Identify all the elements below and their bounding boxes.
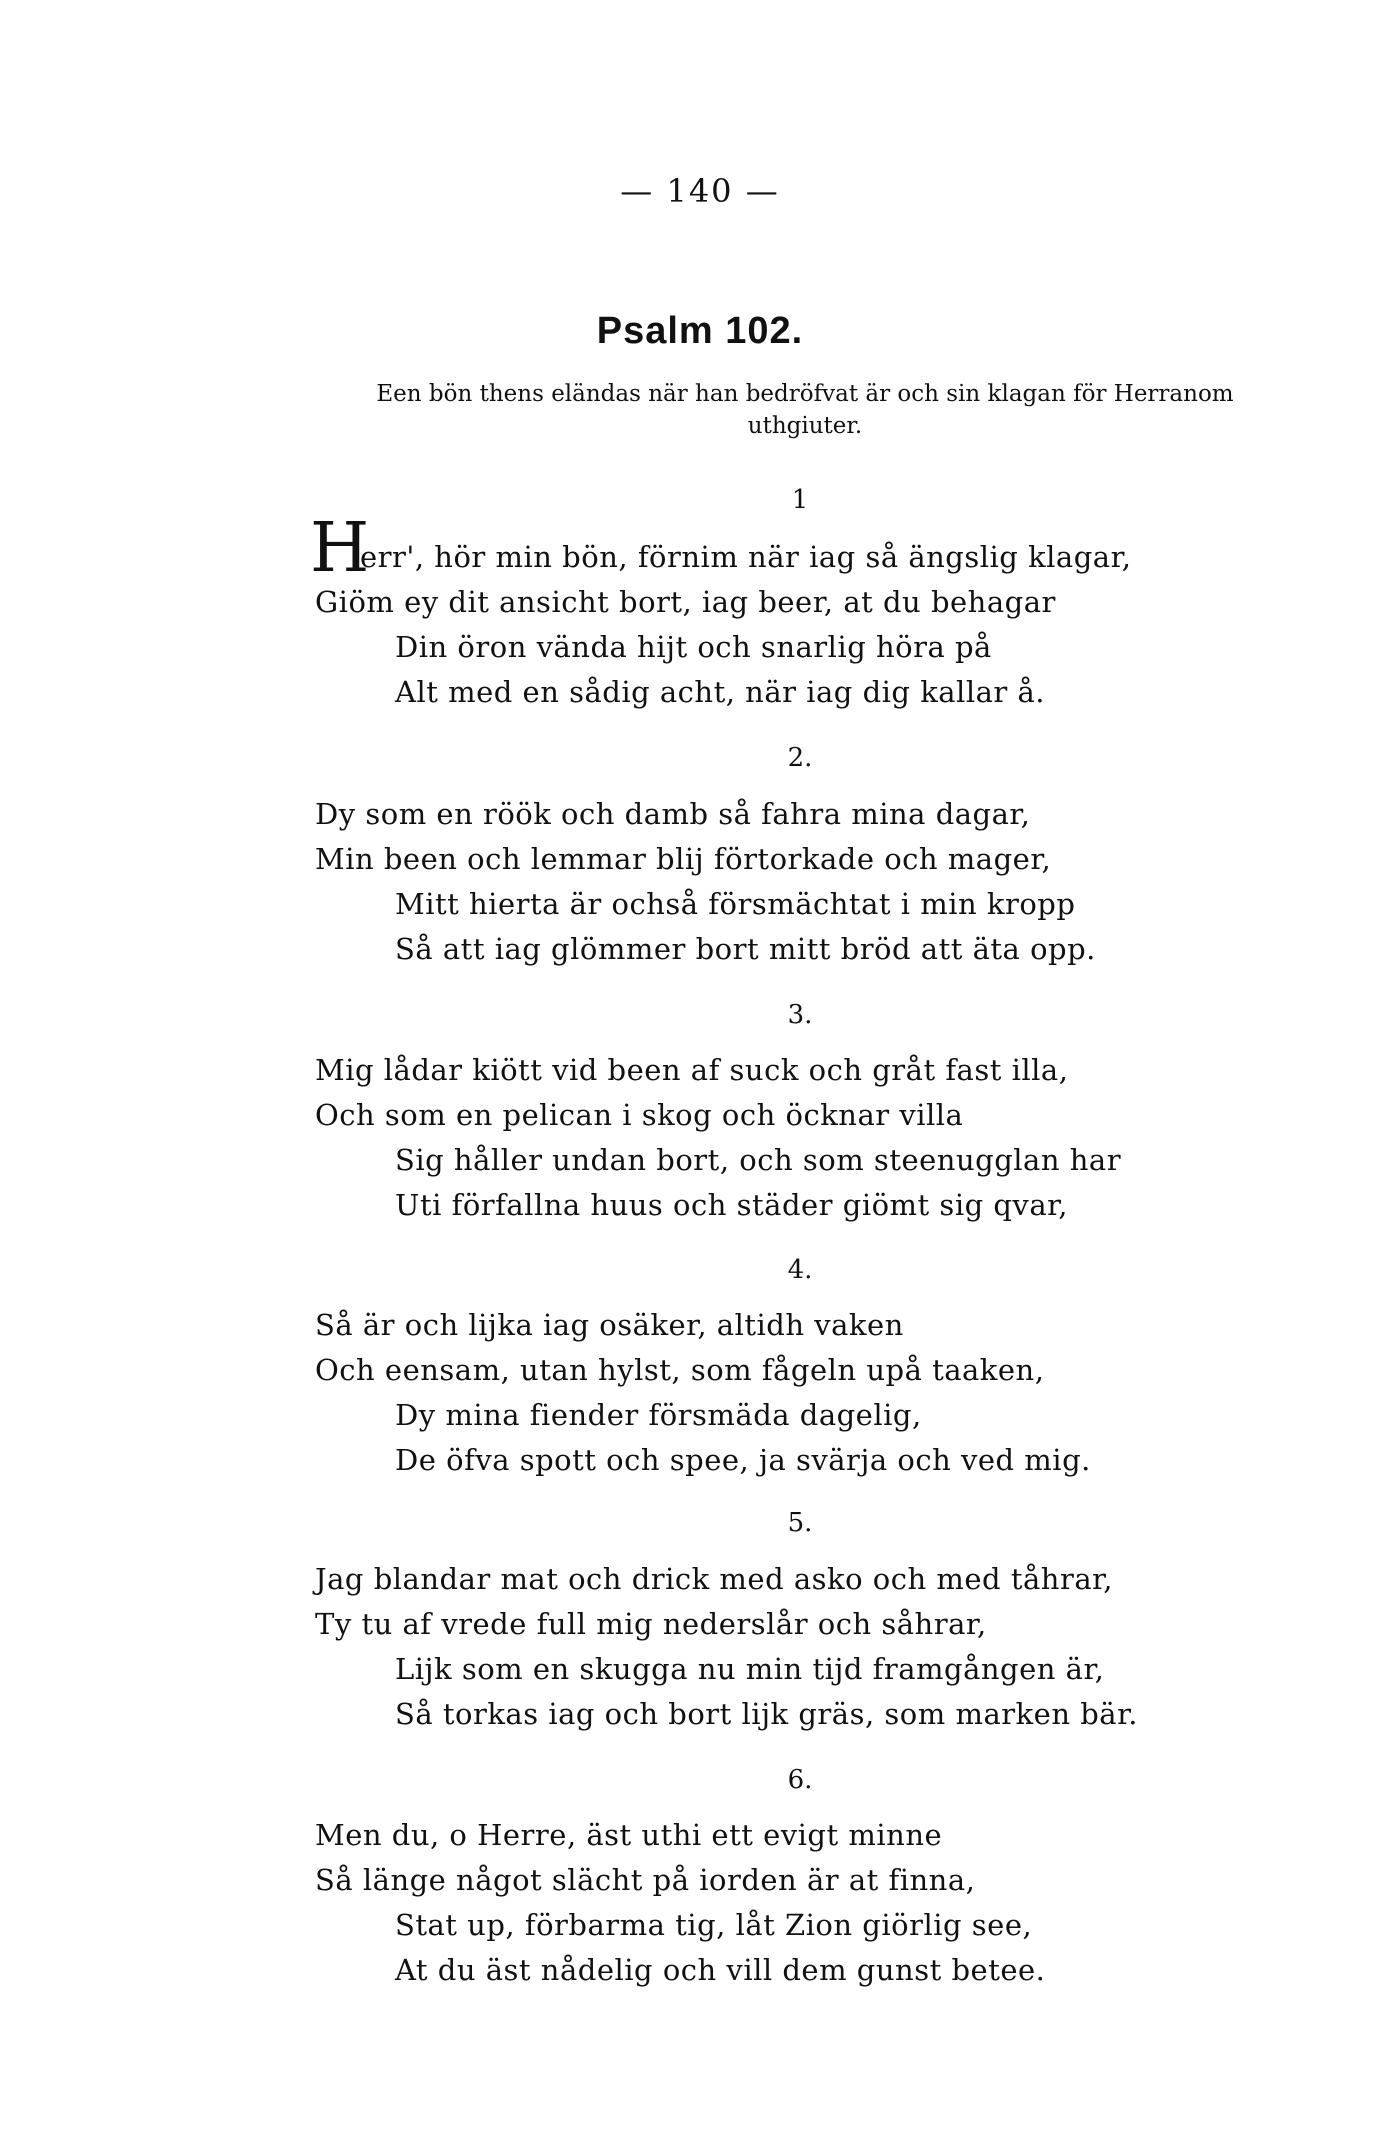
verse-line: Mig lådar kiött vid been af suck och gråt fast illa, xyxy=(315,1053,1069,1087)
verse-line: Lijk som en skugga nu min tijd framgången är, xyxy=(395,1652,1105,1686)
verse-line: Så att iag glömmer bort mitt bröd att äta opp. xyxy=(395,932,1096,966)
verse-number: 1 xyxy=(791,485,809,515)
verse-line: Ty tu af vrede full mig nederslår och såhrar, xyxy=(315,1607,987,1641)
verse-line: Och eensam, utan hylst, som fågeln upå taaken, xyxy=(315,1353,1045,1387)
verse-line: Giöm ey dit ansicht bort, iag beer, at du behagar xyxy=(315,585,1056,619)
verse-line: Mitt hierta är ochså försmächtat i min kropp xyxy=(395,887,1076,921)
page-number: — 140 — xyxy=(620,172,780,210)
verse-number: 2. xyxy=(787,743,813,773)
verse-line: Men du, o Herre, äst uthi ett evigt minne xyxy=(315,1818,943,1852)
verse-line: Jag blandar mat och drick med asko och med tåhrar, xyxy=(315,1562,1114,1596)
verse-line: err', hör min bön, förnim när iag så ängslig klagar, xyxy=(360,540,1132,574)
verse-line: At du äst nådelig och vill dem gunst betee. xyxy=(395,1953,1046,1987)
verse-line: Alt med en sådig acht, när iag dig kallar å. xyxy=(395,675,1045,709)
verse-line: Din öron vända hijt och snarlig höra på xyxy=(395,630,992,664)
verse-line: Dy som en röök och damb så fahra mina dagar, xyxy=(315,797,1031,831)
drop-cap: H xyxy=(310,509,370,588)
verse-number: 6. xyxy=(787,1765,813,1795)
verse-number: 4. xyxy=(787,1255,813,1285)
verse-line: Så torkas iag och bort lijk gräs, som marken bär. xyxy=(395,1697,1138,1731)
verse-number: 5. xyxy=(787,1508,813,1538)
verse-line: Och som en pelican i skog och öcknar villa xyxy=(315,1098,964,1132)
verse-line: Sig håller undan bort, och som steenugglan har xyxy=(395,1143,1122,1177)
verse-line: Min been och lemmar blij förtorkade och mager, xyxy=(315,842,1052,876)
verse-line: Dy mina fiender försmäda dagelig, xyxy=(395,1398,922,1432)
psalm-title: Psalm 102. xyxy=(596,310,804,352)
verse-line: Så är och lijka iag osäker, altidh vaken xyxy=(315,1308,904,1342)
verse-line: Uti förfallna huus och städer giömt sig qvar, xyxy=(395,1188,1069,1222)
verse-line: Stat up, förbarma tig, låt Zion giörlig see, xyxy=(395,1908,1033,1942)
verse-line: De öfva spott och spee, ja svärja och ved mig. xyxy=(395,1443,1091,1477)
verse-line: Så länge något slächt på iorden är at finna, xyxy=(315,1863,976,1897)
psalm-subtitle: Een bön thens eländas när han bedröfvat är och sin klagan för Herranom uthgiuter. xyxy=(376,381,1234,439)
verse-number: 3. xyxy=(787,1000,813,1030)
